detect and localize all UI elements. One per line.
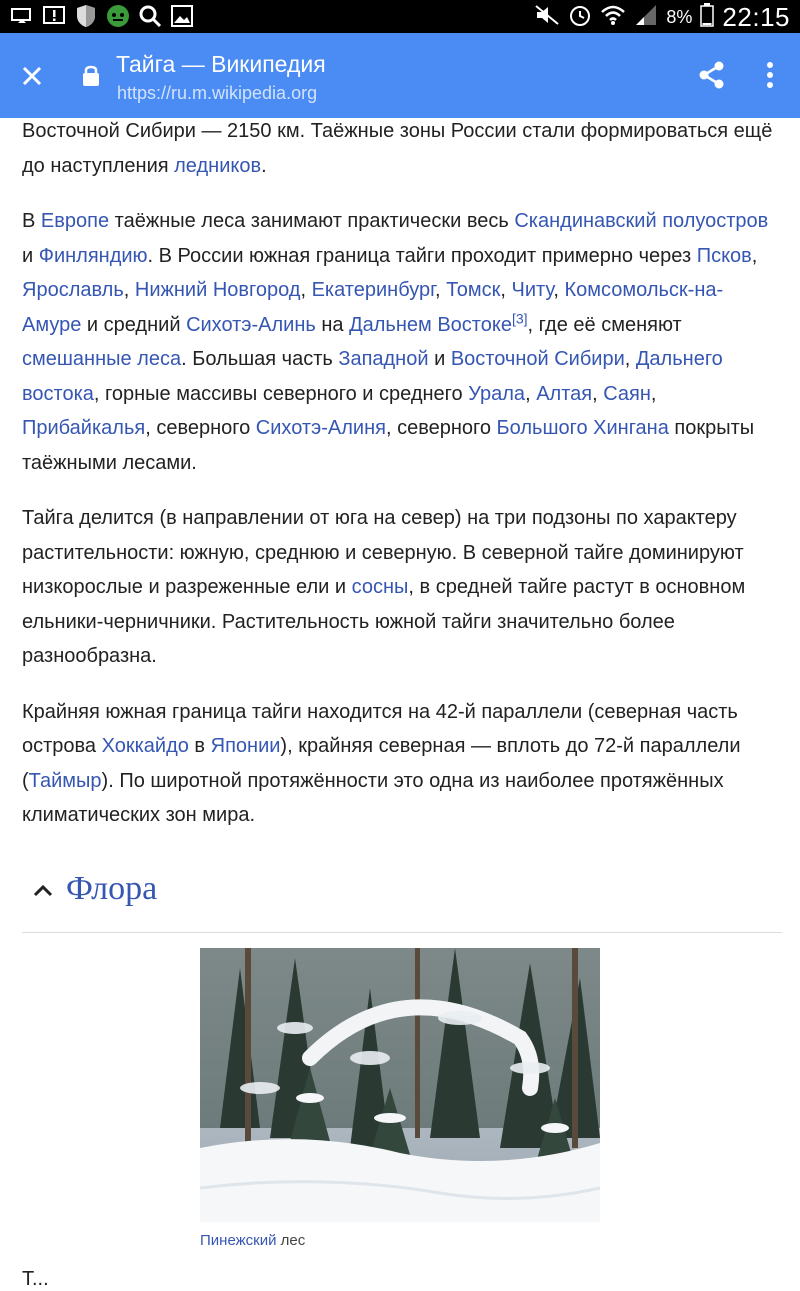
alert-icon bbox=[42, 4, 66, 28]
text: на bbox=[315, 313, 350, 336]
text: и bbox=[22, 244, 39, 267]
link-far-east[interactable]: Дальнем Востоке bbox=[349, 313, 512, 336]
close-button[interactable] bbox=[14, 58, 50, 94]
text: , bbox=[592, 382, 604, 405]
section-title[interactable]: Флора bbox=[66, 870, 158, 907]
link-mixed-forests[interactable]: смешанные леса bbox=[22, 348, 182, 370]
link-sayan[interactable]: Саян bbox=[603, 382, 651, 405]
text: в bbox=[188, 735, 211, 757]
wifi-icon bbox=[600, 4, 626, 32]
page-url: https://ru.m.wikipedia.org bbox=[117, 83, 318, 103]
link-tomsk[interactable]: Томск bbox=[446, 279, 501, 301]
notification-icons bbox=[10, 4, 194, 28]
system-status bbox=[534, 2, 790, 33]
link-japan[interactable]: Японии bbox=[210, 735, 281, 757]
text: , северного bbox=[385, 417, 497, 439]
alarm-icon bbox=[568, 3, 592, 33]
chevron-up-icon[interactable] bbox=[32, 880, 54, 902]
paragraph bbox=[22, 114, 782, 183]
text: , bbox=[553, 279, 565, 301]
link-taimyr[interactable]: Таймыр bbox=[28, 769, 102, 792]
text: , bbox=[123, 279, 135, 301]
share-icon bbox=[694, 57, 730, 93]
text: ), крайняя северная — вплоть до 72-й параллели ( bbox=[22, 735, 741, 792]
text: и средний bbox=[81, 313, 187, 336]
link-ural[interactable]: Урала bbox=[468, 382, 526, 405]
text: , горные массивы северного и среднего bbox=[93, 382, 469, 405]
caption-text: лес bbox=[276, 1232, 306, 1249]
text: Тайга делится (в направлении от юга на север) на три подзоны по характеру растительности: южную, среднюю и северную. В северной тайге доминируют низкорослые и разреженные ели и bbox=[22, 507, 744, 598]
text: . bbox=[261, 154, 267, 177]
link-east-siberia[interactable]: Восточной Сибири bbox=[450, 348, 625, 370]
signal-icon bbox=[634, 4, 658, 32]
link-scandinavia[interactable]: Скандинавский полуостров bbox=[514, 210, 769, 232]
text: , где её сменяют bbox=[527, 313, 682, 336]
link-pskov[interactable]: Псков bbox=[696, 244, 752, 267]
link-far-east-region[interactable]: Дальнего востока bbox=[22, 348, 723, 405]
text: , bbox=[525, 382, 537, 405]
article-content bbox=[22, 114, 782, 854]
browser-toolbar bbox=[0, 33, 800, 118]
link-altai[interactable]: Алтая bbox=[536, 382, 593, 405]
mute-icon bbox=[534, 4, 560, 32]
taiga-photo[interactable] bbox=[200, 948, 600, 1222]
link-greater-khingan[interactable]: Большого Хингана bbox=[496, 417, 669, 439]
text: , bbox=[624, 348, 636, 370]
link-glaciers[interactable]: ледников bbox=[174, 154, 262, 177]
cast-icon bbox=[10, 4, 34, 28]
link-nizhny-novgorod[interactable]: Нижний Новгород bbox=[134, 279, 301, 301]
link-chita[interactable]: Читу bbox=[511, 279, 554, 301]
link-sikhote-alin-north[interactable]: Сихотэ-Алиня bbox=[255, 417, 386, 439]
gallery-icon bbox=[170, 4, 194, 28]
link-western[interactable]: Западной bbox=[338, 348, 429, 370]
link-yekaterinburg[interactable]: Екатеринбург bbox=[311, 279, 435, 301]
shield-icon bbox=[74, 4, 98, 28]
text: . Большая часть bbox=[181, 348, 339, 370]
overflow-menu-button[interactable] bbox=[752, 57, 788, 93]
text: покрыты таёжными лесами. bbox=[22, 417, 755, 474]
link-finland[interactable]: Финляндию bbox=[38, 244, 148, 267]
text: , в средней тайге растут в основном ельники-черничники. Растительность южной тайги значительно более разнообразна. bbox=[22, 576, 746, 667]
link-yaroslavl[interactable]: Ярославль bbox=[22, 279, 124, 301]
text: Восточной Сибири — 2150 км. Таёжные зоны России стали формироваться ещё до наступления bbox=[22, 120, 773, 177]
cut-off-text: Т... bbox=[22, 1268, 49, 1290]
battery-icon bbox=[700, 3, 714, 33]
page-title: Тайга — Википедия bbox=[116, 51, 326, 77]
paragraph bbox=[22, 695, 782, 833]
reference-link[interactable]: [3] bbox=[511, 309, 528, 326]
link-pribaikalye[interactable]: Прибайкалья bbox=[22, 417, 146, 439]
link-sikhote-alin[interactable]: Сихотэ-Алинь bbox=[186, 313, 316, 336]
text: , bbox=[300, 279, 312, 301]
share-button[interactable] bbox=[694, 57, 730, 93]
section-header-flora[interactable] bbox=[22, 858, 782, 933]
status-bar bbox=[0, 0, 800, 33]
link-hokkaido[interactable]: Хоккайдо bbox=[101, 735, 189, 757]
battery-percent: 8% bbox=[666, 7, 693, 27]
close-icon bbox=[21, 65, 43, 87]
paragraph bbox=[22, 501, 782, 674]
text: , bbox=[434, 279, 447, 301]
link-pinega[interactable]: Пинежский bbox=[200, 1232, 277, 1249]
text: и bbox=[428, 348, 451, 370]
text: Крайняя южная граница тайги находится на 42-й параллели (северная часть острова bbox=[22, 700, 738, 757]
paragraph bbox=[22, 204, 782, 480]
text: В bbox=[22, 210, 41, 232]
figure-caption bbox=[200, 1232, 305, 1249]
android-app-icon bbox=[106, 4, 130, 28]
text: . В России южная граница тайги проходит примерно через bbox=[147, 244, 697, 267]
text: , северного bbox=[145, 417, 256, 439]
text: , bbox=[650, 382, 657, 405]
text: ). По широтной протяжённости это одна из наиболее протяжённых климатических зон мира. bbox=[22, 769, 724, 826]
clock: 22:15 bbox=[722, 2, 790, 32]
more-vert-icon bbox=[752, 57, 788, 93]
link-europe[interactable]: Европе bbox=[40, 210, 110, 232]
link-komsomolsk[interactable]: Комсомольск-на-Амуре bbox=[22, 279, 724, 336]
lock-icon bbox=[80, 63, 102, 87]
link-pine[interactable]: сосны bbox=[351, 576, 409, 598]
text: , bbox=[751, 244, 758, 267]
text: , bbox=[500, 279, 512, 301]
search-icon bbox=[138, 4, 162, 28]
text: таёжные леса занимают практически весь bbox=[109, 210, 515, 232]
